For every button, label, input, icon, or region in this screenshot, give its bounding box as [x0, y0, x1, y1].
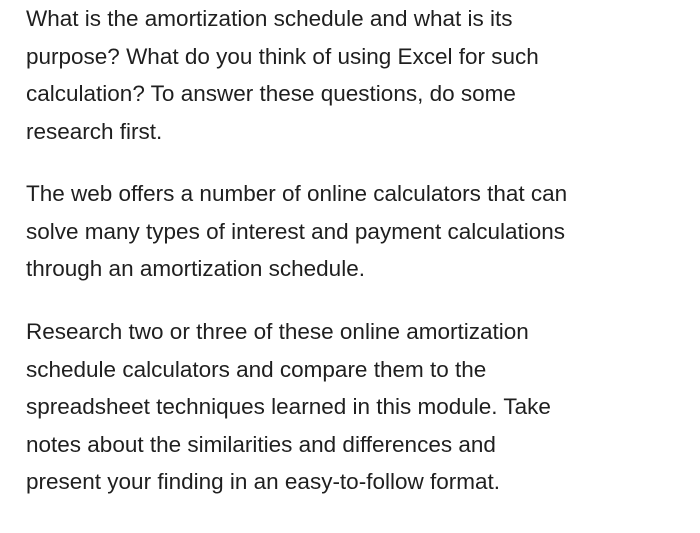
- text-line: calculation? To answer these questions, do some: [26, 81, 516, 106]
- text-line: The web offers a number of online calculators that can: [26, 181, 568, 206]
- paragraph-instructions: [26, 313, 551, 501]
- paragraph-question: [26, 0, 539, 150]
- text-line: present your finding in an easy-to-follow format.: [26, 469, 500, 494]
- text-line: purpose? What do you think of using Excel for such: [26, 43, 539, 69]
- text-line: through an amortization schedule.: [26, 256, 365, 281]
- text-line: What is the amortization schedule and what is its: [26, 6, 513, 31]
- text-line: schedule calculators and compare them to the: [26, 356, 487, 382]
- text-line: Research two or three of these online amortization: [26, 319, 529, 344]
- text-line: notes about the similarities and differences and: [26, 431, 496, 457]
- paragraph-context: [26, 175, 567, 288]
- text-line: research first.: [26, 118, 163, 144]
- text-line: solve many types of interest and payment calculations: [26, 218, 566, 244]
- text-line: spreadsheet techniques learned in this module. Take: [26, 394, 551, 419]
